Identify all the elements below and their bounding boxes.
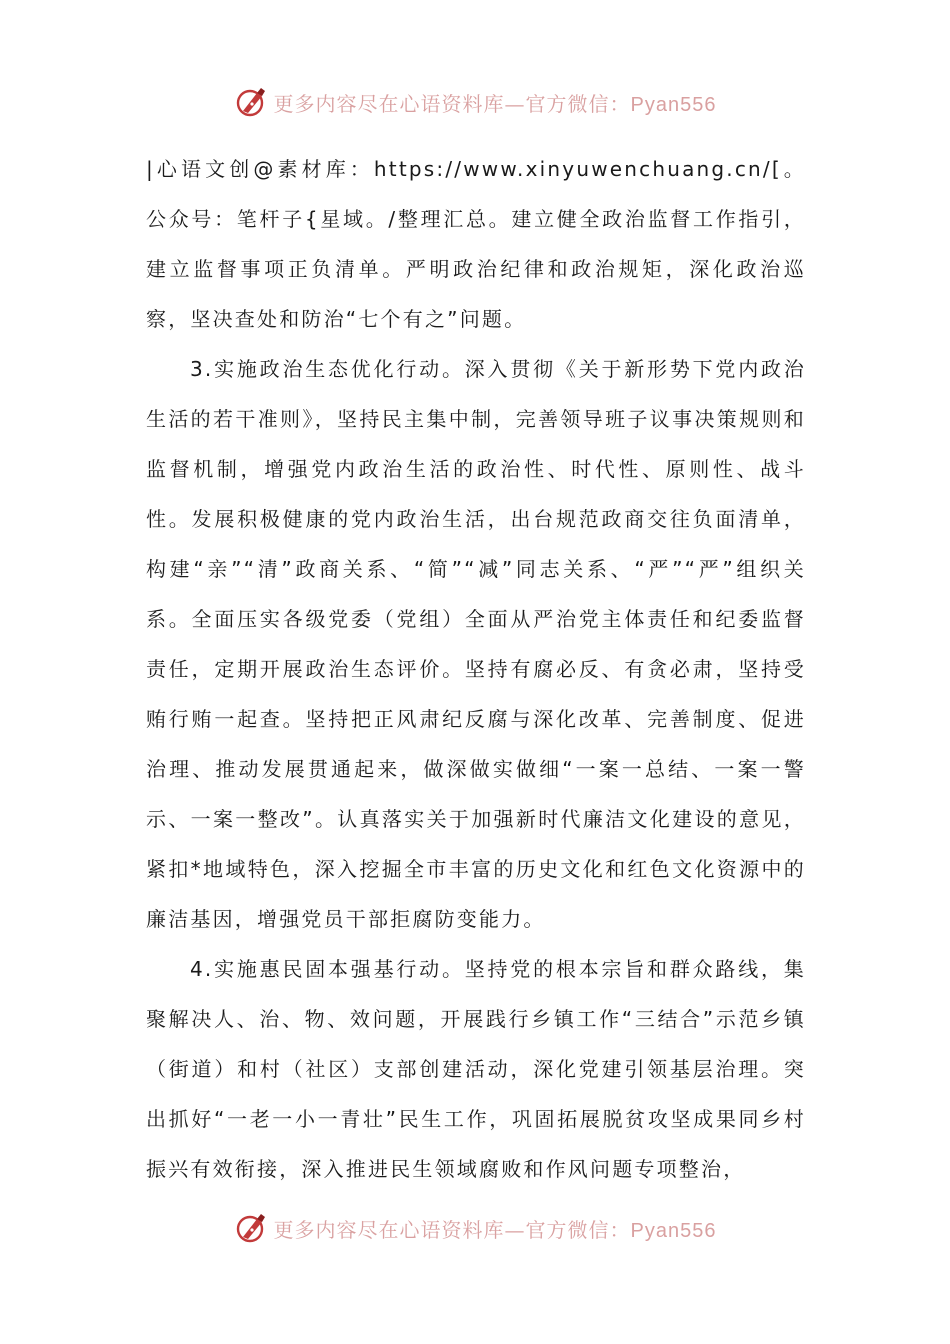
paragraph-1: |心语文创@素材库：https://www.xinyuwenchuang.cn/[。公众号：笔杆子{星域。/整理汇总。建立健全政治监督工作指引，建立监督事项正负清单。严明政治纪律和政治规矩，深化政治巡察，坚决查处和防治“七个有之”问题。 — [146, 157, 806, 331]
header-banner — [0, 82, 950, 122]
document-body — [146, 144, 806, 1194]
paragraph-3: 4.实施惠民固本强基行动。坚持党的根本宗旨和群众路线，集聚解决人、治、物、效问题，开展践行乡镇工作“三结合”示范乡镇（街道）和村（社区）支部创建活动，深化党建引领基层治理。突出抓好“一老一小一青壮”民生工作，巩固拓展脱贫攻坚成果同乡村振兴有效衔接，深入推进民生领域腐败和作风问题专项整治， — [146, 957, 806, 1181]
wechat-handle: Pyan556 — [630, 93, 717, 116]
banner-text: 更多内容尽在心语资料库—官方微信：Pyan556 — [273, 91, 717, 116]
banner-text: 更多内容尽在心语资料库—官方微信：Pyan556 — [273, 1217, 717, 1242]
pen-nib-circle-icon — [234, 1210, 270, 1246]
footer-banner — [0, 1208, 950, 1248]
pen-nib-circle-icon — [234, 84, 270, 120]
wechat-handle: Pyan556 — [630, 1219, 717, 1242]
paragraph-2: 3.实施政治生态优化行动。深入贯彻《关于新形势下党内政治生活的若干准则》，坚持民主集中制，完善领导班子议事决策规则和监督机制，增强党内政治生活的政治性、时代性、原则性、战斗性。发展积极健康的党内政治生活，出台规范政商交往负面清单，构建“亲”“清”政商关系、“简”“减”同志关系、“严”“严”组织关系。全面压实各级党委（党组）全面从严治党主体责任和纪委监督责任，定期开展政治生态评价。坚持有腐必反、有贪必肃，坚持受贿行贿一起查。坚持把正风肃纪反腐与深化改革、完善制度、促进治理、推动发展贯通起来，做深做实做细“一案一总结、一案一警示、一案一整改”。认真落实关于加强新时代廉洁文化建设的意见，紧扣*地域特色，深入挖掘全市丰富的历史文化和红色文化资源中的廉洁基因，增强党员干部拒腐防变能力。 — [146, 357, 806, 931]
